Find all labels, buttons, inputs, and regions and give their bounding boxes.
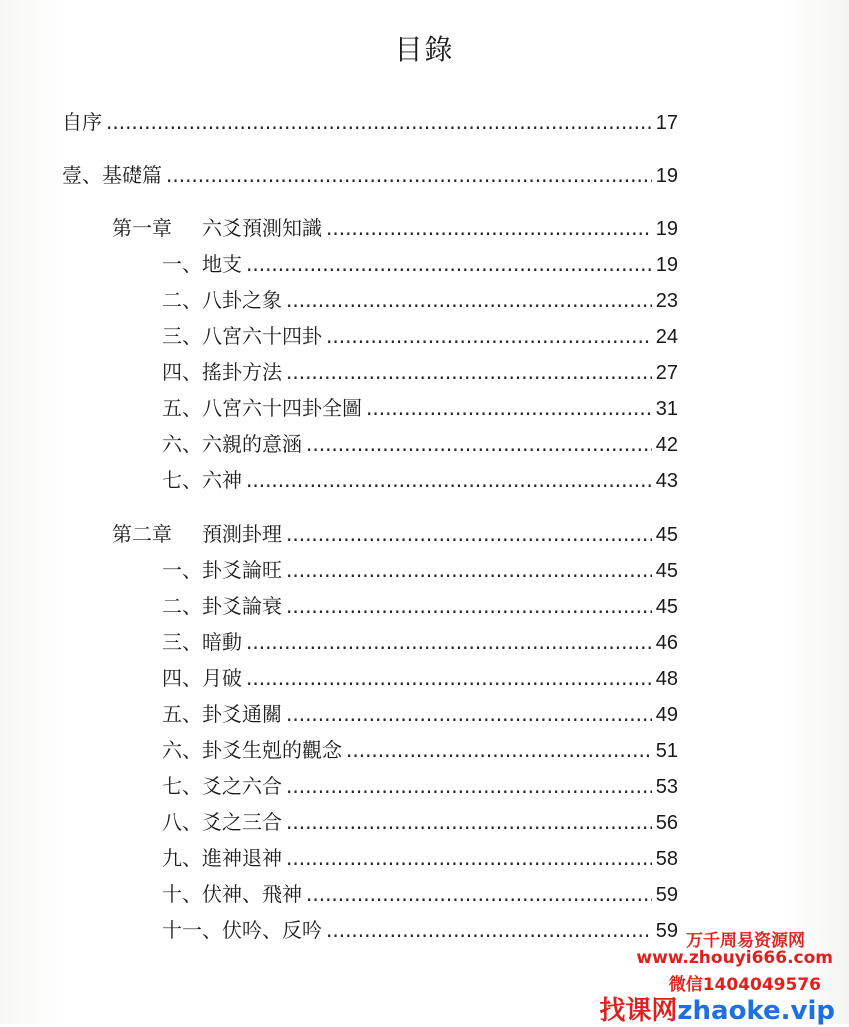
toc-entry-label: 五、卦爻通關 [162,702,282,726]
toc-entry[interactable] [162,699,678,729]
toc-entry-label: 一、地支 [162,252,242,276]
watermark-logo-cn: 找课网 [599,996,678,1026]
toc-entry-label: 三、八宮六十四卦 [162,324,322,348]
toc-entry-page: 56 [655,812,678,834]
toc-entry-page: 53 [655,776,678,798]
toc-leader-dots [366,393,652,423]
toc-entry-page: 27 [655,362,678,384]
toc-leader-dots [286,591,652,621]
toc-entry[interactable] [162,285,678,315]
toc-entry-label: 十一、伏吟、反吟 [162,918,322,942]
toc-leader-dots [326,213,652,243]
toc-leader-dots [286,699,652,729]
toc-entry[interactable] [162,429,678,459]
toc-entry-page: 43 [655,470,678,492]
toc-entry[interactable] [162,843,678,873]
toc-entry-page: 24 [655,326,678,348]
toc-entry[interactable] [162,591,678,621]
toc-entry-page: 23 [655,290,678,312]
toc-entry-page: 19 [655,218,678,240]
toc-entry[interactable] [162,321,678,351]
toc-entry-page: 45 [655,596,678,618]
toc-chapter-entry[interactable] [112,213,678,243]
toc-entry-page: 48 [655,668,678,690]
toc-entry[interactable] [162,627,678,657]
toc-entry-page: 51 [655,740,678,762]
toc-leader-dots [286,807,652,837]
toc-leader-dots [246,465,652,495]
toc-entry-page: 49 [655,704,678,726]
toc-entry[interactable] [162,807,678,837]
toc-entry[interactable] [162,249,678,279]
toc-entry-label: 五、八宮六十四卦全圖 [162,396,362,420]
toc-entry-label: 三、暗動 [162,630,242,654]
toc-entry-label: 四、搖卦方法 [162,360,282,384]
toc-entry-page: 45 [655,560,678,582]
toc-leader-dots [246,249,652,279]
watermark-site-name: 万千周易资源网 [686,931,805,951]
toc-entry-label: 八、爻之三合 [162,810,282,834]
toc-entry-page: 31 [655,398,678,420]
toc-leader-dots [286,771,652,801]
watermark-logo-en: zhaoke.vip [677,996,835,1026]
toc-entry[interactable] [162,393,678,423]
toc-entry-page: 19 [655,254,678,276]
toc-entry-label: 二、卦爻論衰 [162,594,282,618]
toc-entry-label: 七、六神 [162,468,242,492]
toc-entry-label: 二、八卦之象 [162,288,282,312]
toc-entry-page: 59 [655,920,678,942]
toc-leader-dots [246,627,652,657]
toc-leader-dots [286,519,652,549]
toc-entry-label: 一、卦爻論旺 [162,558,282,582]
toc-entry[interactable] [162,465,678,495]
toc-entry-label: 四、月破 [162,666,242,690]
toc-leader-dots [286,357,652,387]
toc-chapter-title: 預測卦理 [202,522,282,546]
toc-entry-label: 六、六親的意涵 [162,432,302,456]
watermark-overlay [583,924,843,1024]
toc-entry-label: 六、卦爻生剋的觀念 [162,738,342,762]
toc-chapter-title: 六爻預測知識 [202,216,322,240]
toc-leader-dots [286,555,652,585]
toc-chapter-entry[interactable] [112,519,678,549]
watermark-contact: 微信1404049576 [668,975,821,995]
toc-entry-label: 七、爻之六合 [162,774,282,798]
toc-entry[interactable] [162,879,678,909]
toc-chapter-number: 第二章 [112,522,172,546]
toc-title: 目錄 [394,33,455,66]
toc-leader-dots [106,107,652,137]
toc-entry-page: 42 [655,434,678,456]
toc-entry-label: 自序 [62,110,102,134]
toc-entry-page: 19 [655,165,678,187]
toc-entry-page: 58 [655,848,678,870]
toc-entry-page: 17 [655,112,678,134]
toc-entry[interactable] [162,663,678,693]
toc-leader-dots [286,843,652,873]
toc-entry-label: 九、進神退神 [162,846,282,870]
toc-leader-dots [286,285,652,315]
toc-entry[interactable] [162,771,678,801]
toc-entry[interactable] [62,107,678,137]
toc-leader-dots [246,663,652,693]
watermark-logo [599,990,835,1027]
toc-entry[interactable] [162,735,678,765]
toc-leader-dots [306,879,652,909]
toc-entry-page: 45 [655,524,678,546]
toc-chapter-number: 第一章 [112,216,172,240]
toc-leader-dots [326,321,652,351]
toc-entry-page: 59 [655,884,678,906]
toc-entry-label: 壹、基礎篇 [62,163,162,187]
toc-entry[interactable] [62,160,678,190]
toc-leader-dots [306,429,652,459]
toc-entry-label: 十、伏神、飛神 [162,882,302,906]
toc-leader-dots [166,160,652,190]
toc-leader-dots [346,735,652,765]
toc-entry[interactable] [162,555,678,585]
toc-entry[interactable] [162,357,678,387]
watermark-url: www.zhouyi666.com [636,948,833,968]
toc-entry-page: 46 [655,632,678,654]
